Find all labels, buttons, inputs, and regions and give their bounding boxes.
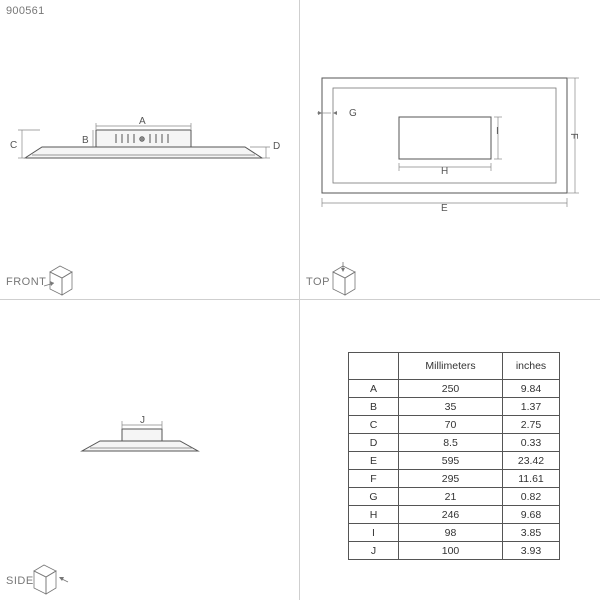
value-inches: 0.82 — [503, 488, 560, 506]
side-dim-label-j: J — [140, 415, 145, 426]
side-view — [82, 415, 198, 451]
side-panel — [82, 441, 198, 451]
top-dim-label-h: H — [441, 166, 449, 177]
value-inches: 3.85 — [503, 524, 560, 542]
dimension-letter: C — [349, 416, 399, 434]
front-view — [10, 116, 280, 158]
dimension-letter: A — [349, 380, 399, 398]
value-mm: 35 — [399, 398, 503, 416]
table-header-millimeters: Millimeters — [399, 353, 503, 380]
dimension-letter: D — [349, 434, 399, 452]
front-view-cube-icon — [44, 266, 72, 295]
front-panel — [25, 147, 262, 158]
table-header-inches: inches — [503, 353, 560, 380]
top-view-cube-icon — [333, 262, 355, 295]
table-row — [349, 542, 560, 560]
side-view-label: SIDE — [6, 575, 34, 587]
table-header-dimension — [349, 353, 399, 380]
top-view-label: TOP — [306, 276, 330, 288]
top-dim-label-e: E — [441, 203, 448, 214]
dimension-letter: I — [349, 524, 399, 542]
side-view-cube-icon — [34, 565, 68, 594]
top-dim-label-g: G — [349, 108, 357, 119]
dimension-letter: G — [349, 488, 399, 506]
dimension-letter: F — [349, 470, 399, 488]
front-dim-label-c: C — [10, 140, 18, 151]
value-mm: 100 — [399, 542, 503, 560]
front-screw-icon — [140, 137, 145, 142]
value-mm: 21 — [399, 488, 503, 506]
dimension-letter: J — [349, 542, 399, 560]
value-inches: 9.68 — [503, 506, 560, 524]
value-inches: 1.37 — [503, 398, 560, 416]
front-dim-label-a: A — [139, 116, 146, 127]
table-row — [349, 506, 560, 524]
top-view — [317, 78, 579, 214]
top-center-box — [399, 117, 491, 159]
value-inches: 3.93 — [503, 542, 560, 560]
table-row — [349, 380, 560, 398]
side-body-box — [122, 429, 162, 441]
table-row — [349, 470, 560, 488]
front-dim-label-d: D — [273, 141, 281, 152]
value-inches: 9.84 — [503, 380, 560, 398]
value-mm: 250 — [399, 380, 503, 398]
table-row — [349, 524, 560, 542]
top-dim-label-f: F — [568, 133, 579, 140]
dimensions-table — [348, 352, 560, 560]
front-dim-label-b: B — [82, 135, 89, 146]
value-inches: 0.33 — [503, 434, 560, 452]
value-mm: 8.5 — [399, 434, 503, 452]
value-mm: 595 — [399, 452, 503, 470]
value-inches: 11.61 — [503, 470, 560, 488]
value-mm: 98 — [399, 524, 503, 542]
value-inches: 2.75 — [503, 416, 560, 434]
table-header-row — [349, 353, 560, 380]
value-mm: 70 — [399, 416, 503, 434]
dimension-letter: E — [349, 452, 399, 470]
document-code: 900561 — [6, 5, 45, 17]
table-row — [349, 434, 560, 452]
dimension-letter: H — [349, 506, 399, 524]
dimension-letter: B — [349, 398, 399, 416]
value-mm: 246 — [399, 506, 503, 524]
top-dim-label-i: I — [496, 126, 499, 137]
table-row — [349, 416, 560, 434]
front-view-label: FRONT — [6, 276, 47, 288]
table-row — [349, 488, 560, 506]
value-inches: 23.42 — [503, 452, 560, 470]
table-row — [349, 398, 560, 416]
value-mm: 295 — [399, 470, 503, 488]
table-row — [349, 452, 560, 470]
